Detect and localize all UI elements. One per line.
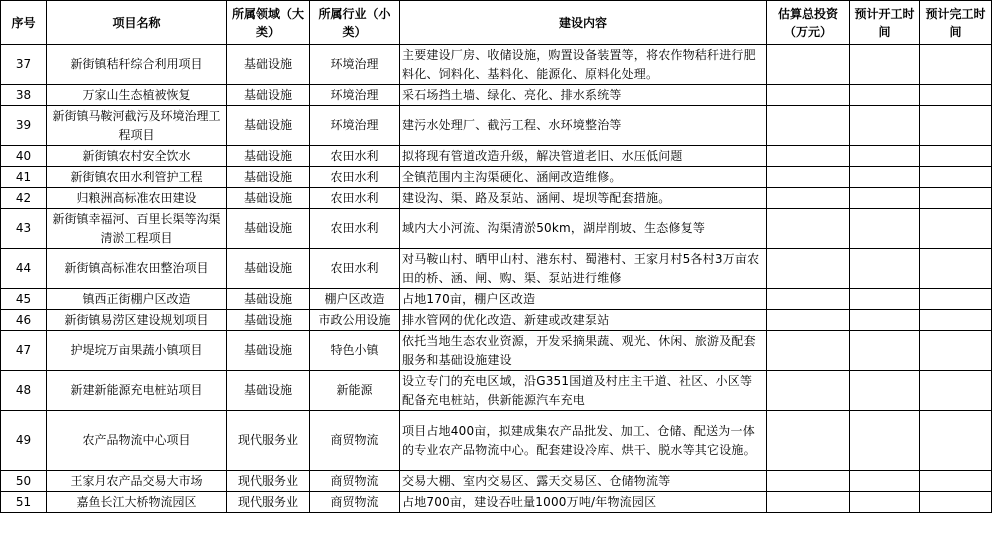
cell-domain: 现代服务业 xyxy=(227,471,310,492)
cell-investment xyxy=(767,492,850,513)
cell-seq: 45 xyxy=(1,289,47,310)
cell-finish xyxy=(920,209,992,249)
cell-seq: 49 xyxy=(1,411,47,471)
cell-start xyxy=(850,45,920,85)
cell-seq: 41 xyxy=(1,167,47,188)
cell-start xyxy=(850,471,920,492)
header-row xyxy=(1,1,992,45)
cell-investment xyxy=(767,106,850,146)
cell-domain: 现代服务业 xyxy=(227,411,310,471)
cell-investment xyxy=(767,371,850,411)
cell-start xyxy=(850,310,920,331)
cell-start xyxy=(850,331,920,371)
cell-finish xyxy=(920,371,992,411)
cell-domain: 基础设施 xyxy=(227,209,310,249)
cell-name: 新街镇易涝区建设规划项目 xyxy=(47,310,227,331)
cell-seq: 44 xyxy=(1,249,47,289)
cell-name: 新街镇幸福河、百里长渠等沟渠清淤工程项目 xyxy=(47,209,227,249)
cell-content: 交易大棚、室内交易区、露天交易区、仓储物流等 xyxy=(400,471,767,492)
header-finish: 预计完工时间 xyxy=(920,1,992,45)
cell-industry: 新能源 xyxy=(310,371,400,411)
cell-industry: 农田水利 xyxy=(310,188,400,209)
cell-domain: 现代服务业 xyxy=(227,492,310,513)
cell-seq: 51 xyxy=(1,492,47,513)
cell-investment xyxy=(767,411,850,471)
cell-industry: 农田水利 xyxy=(310,209,400,249)
table-row xyxy=(1,310,992,331)
header-investment: 估算总投资（万元） xyxy=(767,1,850,45)
table-row xyxy=(1,492,992,513)
cell-finish xyxy=(920,188,992,209)
cell-domain: 基础设施 xyxy=(227,85,310,106)
cell-content: 建污水处理厂、截污工程、水环境整治等 xyxy=(400,106,767,146)
header-start: 预计开工时间 xyxy=(850,1,920,45)
cell-start xyxy=(850,85,920,106)
cell-start xyxy=(850,289,920,310)
cell-name: 新街镇农村安全饮水 xyxy=(47,146,227,167)
cell-domain: 基础设施 xyxy=(227,146,310,167)
table-row xyxy=(1,146,992,167)
table-row xyxy=(1,289,992,310)
cell-industry: 农田水利 xyxy=(310,249,400,289)
cell-finish xyxy=(920,106,992,146)
cell-name: 万家山生态植被恢复 xyxy=(47,85,227,106)
cell-industry: 市政公用设施 xyxy=(310,310,400,331)
cell-industry: 环境治理 xyxy=(310,85,400,106)
header-domain: 所属领域（大类） xyxy=(227,1,310,45)
cell-industry: 商贸物流 xyxy=(310,471,400,492)
cell-seq: 40 xyxy=(1,146,47,167)
cell-name: 王家月农产品交易大市场 xyxy=(47,471,227,492)
cell-investment xyxy=(767,167,850,188)
cell-industry: 商贸物流 xyxy=(310,492,400,513)
cell-seq: 37 xyxy=(1,45,47,85)
header-seq: 序号 xyxy=(1,1,47,45)
cell-name: 归粮洲高标准农田建设 xyxy=(47,188,227,209)
cell-name: 新建新能源充电桩站项目 xyxy=(47,371,227,411)
cell-finish xyxy=(920,492,992,513)
cell-seq: 47 xyxy=(1,331,47,371)
cell-content: 占地170亩，棚户区改造 xyxy=(400,289,767,310)
cell-domain: 基础设施 xyxy=(227,167,310,188)
cell-finish xyxy=(920,85,992,106)
cell-start xyxy=(850,492,920,513)
cell-name: 新街镇高标准农田整治项目 xyxy=(47,249,227,289)
cell-finish xyxy=(920,146,992,167)
cell-finish xyxy=(920,249,992,289)
cell-domain: 基础设施 xyxy=(227,331,310,371)
cell-start xyxy=(850,249,920,289)
cell-start xyxy=(850,411,920,471)
cell-seq: 42 xyxy=(1,188,47,209)
cell-start xyxy=(850,188,920,209)
cell-name: 农产品物流中心项目 xyxy=(47,411,227,471)
cell-content: 采石场挡土墙、绿化、亮化、排水系统等 xyxy=(400,85,767,106)
cell-start xyxy=(850,106,920,146)
cell-investment xyxy=(767,146,850,167)
table-row xyxy=(1,85,992,106)
cell-domain: 基础设施 xyxy=(227,289,310,310)
cell-investment xyxy=(767,209,850,249)
table-row xyxy=(1,45,992,85)
cell-finish xyxy=(920,411,992,471)
cell-domain: 基础设施 xyxy=(227,371,310,411)
header-industry: 所属行业（小类） xyxy=(310,1,400,45)
cell-content: 对马鞍山村、晒甲山村、港东村、蜀港村、王家月村5各村3万亩农田的桥、涵、闸、购、渠、泵站进行维修 xyxy=(400,249,767,289)
table-row xyxy=(1,249,992,289)
cell-industry: 棚户区改造 xyxy=(310,289,400,310)
cell-industry: 环境治理 xyxy=(310,45,400,85)
cell-content: 域内大小河流、沟渠清淤50km，湖岸削坡、生态修复等 xyxy=(400,209,767,249)
cell-finish xyxy=(920,471,992,492)
cell-finish xyxy=(920,45,992,85)
cell-seq: 48 xyxy=(1,371,47,411)
table-row xyxy=(1,471,992,492)
cell-finish xyxy=(920,331,992,371)
cell-investment xyxy=(767,249,850,289)
cell-seq: 38 xyxy=(1,85,47,106)
cell-investment xyxy=(767,188,850,209)
table-row xyxy=(1,188,992,209)
cell-seq: 39 xyxy=(1,106,47,146)
cell-name: 镇西正街棚户区改造 xyxy=(47,289,227,310)
cell-industry: 商贸物流 xyxy=(310,411,400,471)
cell-content: 主要建设厂房、收储设施，购置设备装置等，将农作物秸秆进行肥料化、饲料化、基料化、能源化、原料化处理。 xyxy=(400,45,767,85)
cell-finish xyxy=(920,310,992,331)
cell-domain: 基础设施 xyxy=(227,310,310,331)
cell-content: 设立专门的充电区域，沿G351国道及村庄主干道、社区、小区等配备充电桩站，供新能源汽车充电 xyxy=(400,371,767,411)
cell-name: 新街镇秸秆综合利用项目 xyxy=(47,45,227,85)
cell-investment xyxy=(767,310,850,331)
cell-investment xyxy=(767,331,850,371)
table-row xyxy=(1,167,992,188)
cell-seq: 43 xyxy=(1,209,47,249)
cell-content: 排水管网的优化改造、新建或改建泵站 xyxy=(400,310,767,331)
cell-content: 拟将现有管道改造升级，解决管道老旧、水压低问题 xyxy=(400,146,767,167)
cell-industry: 农田水利 xyxy=(310,146,400,167)
table-row xyxy=(1,331,992,371)
header-name: 项目名称 xyxy=(47,1,227,45)
cell-industry: 环境治理 xyxy=(310,106,400,146)
cell-content: 建设沟、渠、路及泵站、涵闸、堤坝等配套措施。 xyxy=(400,188,767,209)
cell-finish xyxy=(920,289,992,310)
table-row xyxy=(1,106,992,146)
cell-start xyxy=(850,146,920,167)
cell-domain: 基础设施 xyxy=(227,249,310,289)
cell-name: 新街镇农田水利管护工程 xyxy=(47,167,227,188)
cell-domain: 基础设施 xyxy=(227,188,310,209)
cell-industry: 特色小镇 xyxy=(310,331,400,371)
cell-domain: 基础设施 xyxy=(227,106,310,146)
cell-seq: 46 xyxy=(1,310,47,331)
cell-start xyxy=(850,209,920,249)
cell-seq: 50 xyxy=(1,471,47,492)
table-row xyxy=(1,371,992,411)
cell-name: 嘉鱼长江大桥物流园区 xyxy=(47,492,227,513)
cell-start xyxy=(850,371,920,411)
cell-domain: 基础设施 xyxy=(227,45,310,85)
cell-investment xyxy=(767,85,850,106)
table-row xyxy=(1,209,992,249)
cell-name: 护堤垸万亩果蔬小镇项目 xyxy=(47,331,227,371)
cell-name: 新街镇马鞍河截污及环境治理工程项目 xyxy=(47,106,227,146)
cell-investment xyxy=(767,471,850,492)
cell-content: 项目占地400亩，拟建成集农产品批发、加工、仓储、配送为一体的专业农产品物流中心。配套建设冷库、烘干、脱水等其它设施。 xyxy=(400,411,767,471)
header-content: 建设内容 xyxy=(400,1,767,45)
cell-content: 全镇范围内主沟渠硬化、涵闸改造维修。 xyxy=(400,167,767,188)
cell-investment xyxy=(767,289,850,310)
cell-content: 依托当地生态农业资源，开发采摘果蔬、观光、休闲、旅游及配套服务和基础设施建设 xyxy=(400,331,767,371)
cell-finish xyxy=(920,167,992,188)
table-row xyxy=(1,411,992,471)
cell-investment xyxy=(767,45,850,85)
cell-start xyxy=(850,167,920,188)
cell-content: 占地700亩，建设吞吐量1000万吨/年物流园区 xyxy=(400,492,767,513)
cell-industry: 农田水利 xyxy=(310,167,400,188)
